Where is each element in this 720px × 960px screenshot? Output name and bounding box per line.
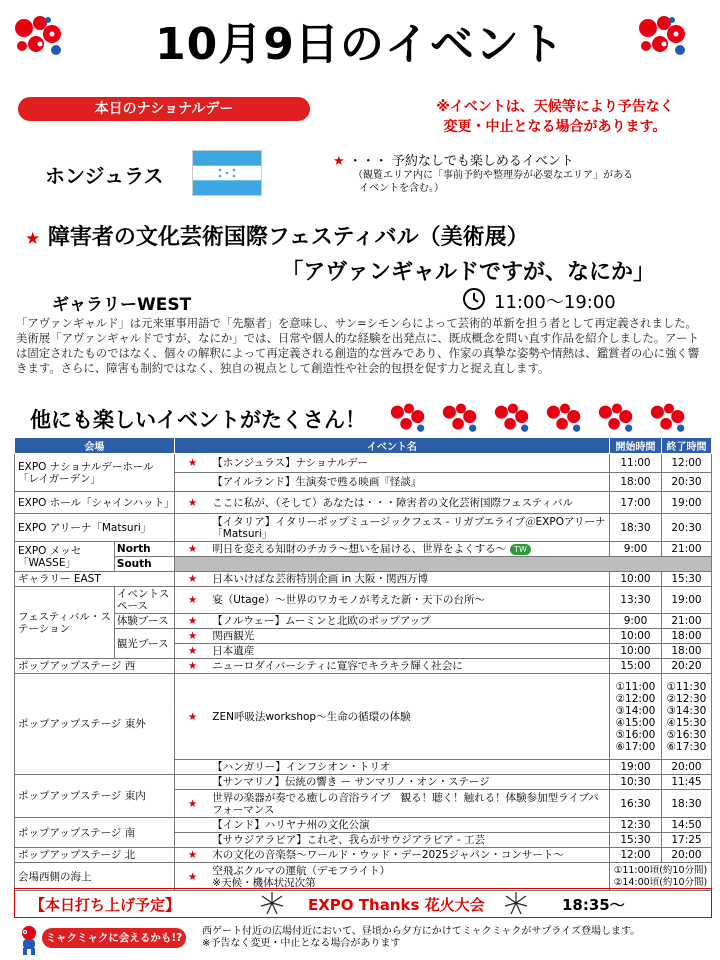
sub-venue-cell: 観光ブース — [114, 629, 174, 659]
myaku-line-1: 西ゲート付近の広場付近において、昼頃から夕方にかけてミャクミャクがサプライズ登場します。 — [202, 926, 641, 937]
expo-logo-icon — [648, 402, 690, 434]
table-row — [15, 454, 712, 473]
table-row — [15, 674, 712, 760]
start-cell: 19:00 — [610, 760, 662, 775]
event-cell: 木の文化の音楽祭～ワールド・ウッド・デー2025ジャパン・コンサート～ — [210, 848, 609, 863]
start-cell: ①11:00 ②12:00 ③14:00 ④15:00 ⑤16:00 ⑥17:00 — [610, 674, 662, 760]
end-cell: 18:00 — [661, 629, 711, 644]
event-cell: 関西観光 — [210, 629, 609, 644]
expo-logo-icon — [492, 402, 534, 434]
legend-text: ・・・ 予約なしでも楽しめるイベント — [348, 154, 574, 169]
warning-line-2: 変更・中止となる場合があります。 — [443, 119, 667, 135]
feature-star-icon: ★ — [25, 229, 41, 249]
start-cell: 10:00 — [610, 629, 662, 644]
start-cell: 15:30 — [610, 833, 662, 848]
table-row — [15, 775, 712, 790]
end-cell: 20:00 — [661, 760, 711, 775]
star-icon — [174, 833, 210, 848]
venue-cell: 会場西側の海上 — [15, 863, 175, 891]
start-cell: 15:00 — [610, 659, 662, 674]
legend-note-2: イベントを含む。） — [359, 183, 444, 194]
honduras-flag-icon — [192, 150, 262, 196]
star-icon: ★ — [174, 629, 210, 644]
sub-venue-cell: イベントスペース — [114, 587, 174, 614]
end-cell: 21:00 — [661, 542, 711, 557]
expo-logo-icon — [388, 402, 430, 434]
star-icon: ★ — [174, 542, 210, 557]
tw-badge: TW — [510, 544, 531, 555]
star-icon — [174, 818, 210, 833]
sub-venue-cell: 体験ブース — [114, 614, 174, 629]
star-icon: ★ — [174, 572, 210, 587]
table-row — [15, 848, 712, 863]
start-cell: 10:00 — [610, 572, 662, 587]
start-cell: 11:00 — [610, 454, 662, 473]
table-row — [15, 818, 712, 833]
end-cell: 20:30 — [661, 514, 711, 542]
end-cell: 18:00 — [661, 644, 711, 659]
weather-warning — [400, 97, 710, 137]
star-icon: ★ — [174, 644, 210, 659]
fireworks-label: 【本日打ち上げ予定】 — [30, 896, 181, 914]
event-table — [14, 437, 712, 891]
myaku-notice — [202, 926, 712, 950]
venue-cell: EXPO ナショナルデーホール「レイガーデン」 — [15, 454, 175, 492]
warning-line-1: ※イベントは、天候等により予告なく — [436, 99, 674, 115]
end-cell: ①11:30 ②12:30 ③14:30 ④15:30 ⑤16:30 ⑥17:30 — [661, 674, 711, 760]
end-cell: 14:50 — [661, 818, 711, 833]
national-day-label: 本日のナショナルデー — [18, 97, 310, 121]
end-cell: 20:00 — [661, 848, 711, 863]
star-icon: ★ — [174, 863, 210, 891]
event-cell: 【ホンジュラス】ナショナルデー — [210, 454, 609, 473]
venue-cell: EXPO アリーナ「Matsuri」 — [15, 514, 175, 542]
table-row — [15, 587, 712, 614]
end-cell: 20:20 — [661, 659, 711, 674]
venue-cell: ポップアップステージ 東内 — [15, 775, 175, 818]
event-cell: ニューロダイバーシティに寛容でキラキラ輝く社会に — [210, 659, 609, 674]
venue-cell: EXPO メッセ「WASSE」 — [15, 542, 115, 572]
expo-logo-icon — [596, 402, 638, 434]
event-cell: ZEN呼吸法workshop～生命の循環の体験 — [210, 674, 609, 760]
star-legend — [333, 150, 693, 195]
star-icon: ★ — [174, 790, 210, 818]
end-cell: 21:00 — [661, 614, 711, 629]
star-icon: ★ — [174, 454, 210, 473]
page-title: 10月9日のイベント — [155, 19, 565, 70]
event-cell: 【サンマリノ】伝統の響き ー サンマリノ・オン・ステージ — [210, 775, 609, 790]
myaku-label: ミャクミャクに会えるかも!? — [42, 928, 186, 948]
start-cell: 10:00 — [610, 644, 662, 659]
featured-event — [25, 220, 705, 286]
feature-description: 「アヴァンギャルド」は元来軍事用語で「先駆者」を意味し、サン=シモンらによって芸術的革新を担う者として再定義されました。美術展「アヴァンギャルドですが、なにか」では、日常や個人的な経験を出発点に、既成概念を問い直す作品を紹介しました。アートは固定されたものではなく、個々の解釈によって再定義される創造的な営みであり、作家の真摯な姿勢や情熱は、鑑賞者の心に強く響きます。さらに、障害も制約ではなく、独自の視点として創造性や社会的包摂を促す力と捉え直します。 — [16, 316, 700, 375]
venue-cell: ポップアップステージ 南 — [15, 818, 175, 848]
header-event: イベント名 — [174, 438, 609, 454]
event-cell: 【ノルウェー】ムーミンと北欧のポップアップ — [210, 614, 609, 629]
venue-cell: フェスティバル・ステーション — [15, 587, 115, 659]
firework-icon — [258, 890, 286, 920]
event-cell: 空飛ぶクルマの運航（デモフライト） ※天候・機体状況次第 — [210, 863, 609, 891]
feature-venue: ギャラリーWEST — [52, 295, 192, 315]
event-cell: 日本いけばな芸術特別企画 in 大阪・関西万博 — [210, 572, 609, 587]
event-cell: 宴（Utage）～世界のワカモノが考えた新・天下の台所～ — [210, 587, 609, 614]
legend-note-1: （観覧エリア内に「事前予約や整理券が必要なエリア」がある — [353, 170, 633, 181]
star-icon: ★ — [174, 674, 210, 760]
sub-venue-cell: South — [114, 557, 174, 572]
star-icon — [174, 775, 210, 790]
star-icon: ★ — [174, 492, 210, 514]
end-cell: 18:30 — [661, 790, 711, 818]
venue-cell: ポップアップステージ 西 — [15, 659, 175, 674]
clock-icon — [462, 287, 486, 311]
venue-cell: EXPO ホール「シャインハット」 — [15, 492, 175, 514]
sub-venue-cell: North — [114, 542, 174, 557]
start-cell: 18:30 — [610, 514, 662, 542]
event-cell: 【インド】ハリヤナ州の文化公演 — [210, 818, 609, 833]
end-cell: 19:00 — [661, 587, 711, 614]
table-row — [15, 614, 712, 629]
other-events-heading: 他にも楽しいイベントがたくさん！ — [30, 408, 366, 432]
start-cell: 9:00 — [610, 542, 662, 557]
table-header — [15, 438, 712, 454]
start-cell: 9:00 — [610, 614, 662, 629]
event-cell: 明日を変える知財のチカラ～想いを届ける、世界をよくする～ — [212, 543, 507, 555]
end-cell: 17:25 — [661, 833, 711, 848]
venue-cell: ポップアップステージ 北 — [15, 848, 175, 863]
start-cell: 12:00 — [610, 848, 662, 863]
event-cell: ここに私が、（そして）あなたは・・・障害者の文化芸術国際フェスティバル — [210, 492, 609, 514]
end-cell: 19:00 — [661, 492, 711, 514]
start-cell: 10:30 — [610, 775, 662, 790]
time-cell: ①11:00頃(約10分間) ②14:00頃(約10分間) — [610, 863, 712, 891]
start-cell: 17:00 — [610, 492, 662, 514]
table-row — [15, 659, 712, 674]
feature-time: 11:00～19:00 — [494, 292, 616, 313]
end-cell: 12:00 — [661, 454, 711, 473]
start-cell: 12:30 — [610, 818, 662, 833]
header-venue: 会場 — [15, 438, 175, 454]
table-row — [15, 514, 712, 542]
feature-subtitle: 「アヴァンギャルドですが、なにか」 — [281, 260, 655, 285]
header-start: 開始時間 — [610, 438, 662, 454]
expo-logo-icon — [544, 402, 586, 434]
star-icon — [174, 514, 210, 542]
table-row — [15, 557, 712, 572]
empty-cell — [174, 557, 711, 572]
star-icon: ★ — [174, 848, 210, 863]
venue-cell: ギャラリー EAST — [15, 572, 175, 587]
event-cell: 【アイルランド】生演奏で甦る映画『怪談』 — [210, 473, 609, 492]
event-cell: 【イタリア】イタリーポップミュージックフェス - リガブエライブ＠EXPOアリーナ「Matsuri」 — [210, 514, 609, 542]
expo-logo-icon — [440, 402, 482, 434]
table-row — [15, 629, 712, 644]
star-icon — [174, 760, 210, 775]
fireworks-name: EXPO Thanks 花火大会 — [308, 896, 485, 914]
star-icon: ★ — [174, 614, 210, 629]
event-cell: 【サウジアラビア】これぞ、我らがサウジアラビア - 工芸 — [210, 833, 609, 848]
end-cell: 15:30 — [661, 572, 711, 587]
end-cell: 11:45 — [661, 775, 711, 790]
myaku-mascot-icon — [16, 924, 42, 960]
header-end: 終了時間 — [661, 438, 711, 454]
start-cell: 16:30 — [610, 790, 662, 818]
myaku-line-2: ※予告なく変更・中止となる場合があります — [202, 938, 401, 949]
table-row — [15, 572, 712, 587]
decorative-logos — [388, 402, 708, 434]
venue-cell: ポップアップステージ 東外 — [15, 674, 175, 775]
star-icon: ★ — [174, 659, 210, 674]
table-row — [15, 542, 712, 557]
event-cell: 日本遺産 — [210, 644, 609, 659]
firework-icon — [502, 890, 530, 920]
fireworks-time: 18:35～ — [562, 896, 625, 914]
star-icon — [174, 473, 210, 492]
country-name: ホンジュラス — [45, 164, 164, 188]
event-cell: 世界の楽器が奏でる癒しの音浴ライブ 観る！聴く！触れる！体験参加型ライブパフォーマンス — [210, 790, 609, 818]
event-cell: 【ハンガリー】インフシオン・トリオ — [210, 760, 609, 775]
table-row — [15, 492, 712, 514]
start-cell: 18:00 — [610, 473, 662, 492]
end-cell: 20:30 — [661, 473, 711, 492]
table-row — [15, 863, 712, 891]
feature-title: 障害者の文化芸術国際フェスティバル（美術展） — [47, 225, 529, 250]
legend-star-icon: ★ — [333, 154, 345, 169]
star-icon: ★ — [174, 587, 210, 614]
start-cell: 13:30 — [610, 587, 662, 614]
